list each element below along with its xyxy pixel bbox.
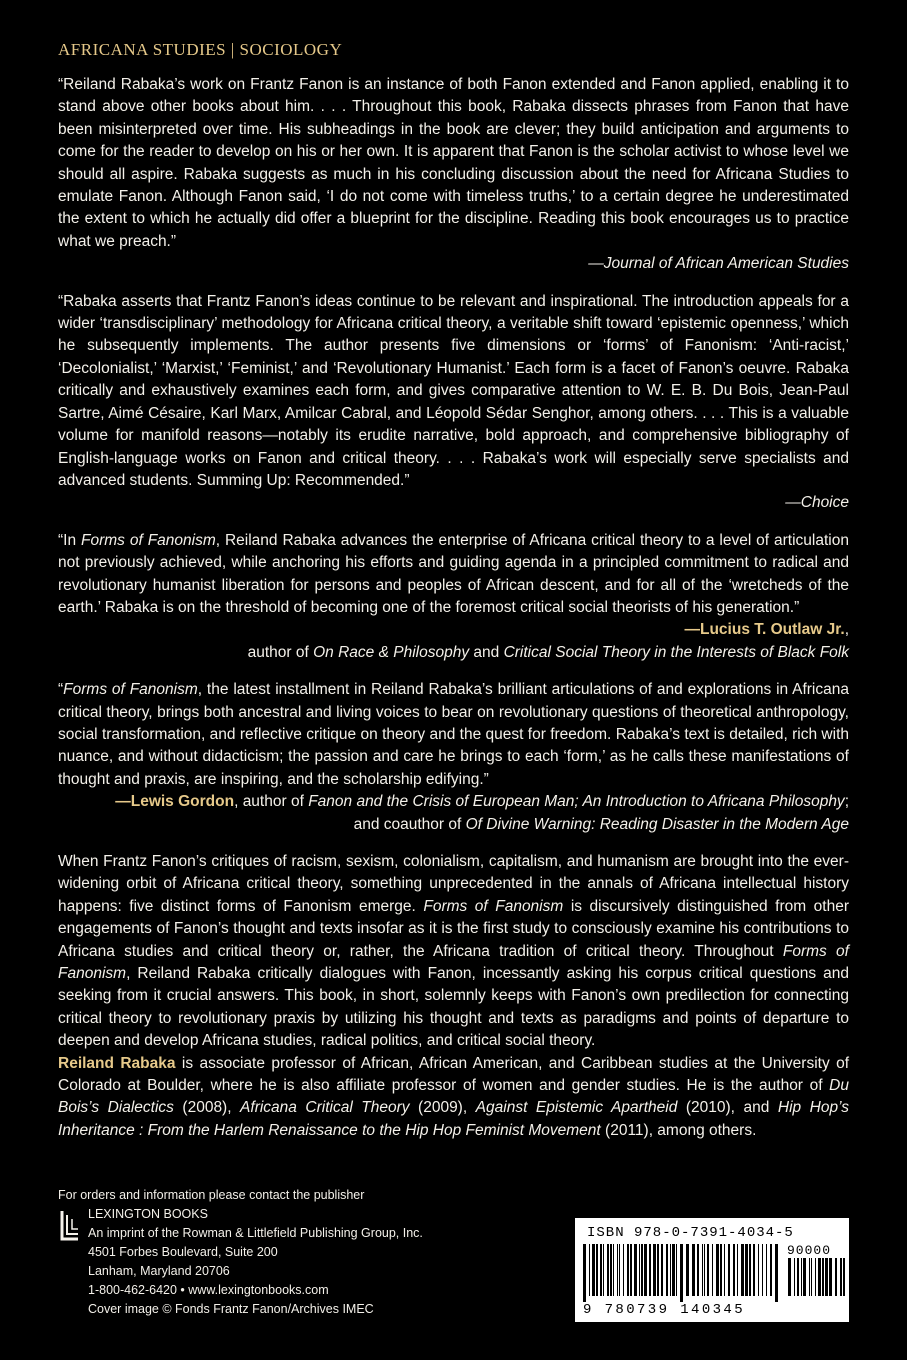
barcode-bar <box>766 1244 767 1296</box>
review-text: “Reiland Rabaka’s work on Frantz Fanon is an instance of both Fanon extended and Fanon applied, enabling it to stand above other books about him. . . . Throughout this book, Rabaka dissects phrases from Fanon that have been misinterpreted over time. His subheadings in the book are clever; they build anticipation and arguments to come for the reader to develop on his or her own. It is apparent that Fanon is the scholar activist to whose level we should all aspire. Rabaka suggests as much in his concluding discussion about the need for Africana Studies to emulate Fanon. Although Fanon said, ‘I do not come with timeless truths,’ to a certain degree he underestimated the extent to which he actually did offer a blueprint for the discipline. Reading this book encourages us to practice what we preach.” <box>58 76 849 250</box>
publisher-city: Lanham, Maryland 20706 <box>88 1264 230 1278</box>
barcode-bar <box>728 1244 730 1296</box>
barcode-bar <box>644 1244 647 1296</box>
barcode-bar <box>822 1258 824 1296</box>
barcode-bar <box>707 1244 709 1296</box>
review-author-coauthor: and coauthor of Of Divine Warning: Reading Disaster in the Modern Age <box>353 815 849 833</box>
ean-barcode-graphic <box>581 1244 781 1302</box>
addon-barcode-graphic <box>786 1258 848 1302</box>
barcode-bar <box>704 1244 705 1296</box>
barcode-bar <box>592 1244 595 1296</box>
publisher-contact: For orders and information please contact the publisher <box>58 1188 365 1202</box>
category-label: AFRICANA STUDIES | SOCIOLOGY <box>58 40 343 59</box>
barcode-bar <box>617 1244 618 1296</box>
barcode-bar <box>825 1258 828 1296</box>
isbn-barcode <box>575 1218 849 1322</box>
barcode-bar <box>733 1244 735 1296</box>
barcode-bar <box>811 1258 812 1296</box>
barcode-bar <box>788 1258 791 1296</box>
barcode-bar <box>762 1244 763 1296</box>
barcode-bar <box>686 1244 689 1296</box>
lexington-logo-icon <box>58 1209 80 1243</box>
review-text: “Forms of Fanonism, the latest installment in Reiland Rabaka’s brilliant articulations of and explorations in Africana critical theory, brings both ancestral and living voices to bear on revolutionary questions of theoretical anthropology, social transformation, and reflective critique on theory and the quest for freedom. Rabaka’s text is detailed, rich with nuance, and without didacticism; the passion and care he brings to each ‘form,’ as he calls these manifestations of thought and praxis, are inspiring, and the scholarship edifying.” <box>58 681 849 788</box>
barcode-bar <box>702 1244 703 1296</box>
barcode-bar <box>619 1244 620 1296</box>
barcode-bar <box>843 1258 845 1296</box>
barcode-bar <box>623 1244 624 1296</box>
review-source: —Journal of African American Studies <box>588 255 849 273</box>
barcode-bar <box>716 1244 719 1296</box>
author-bio: Reiland Rabaka is associate professor of African, African American, and Caribbean studies at the University of Colorado at Boulder, where he is also affiliate professor of women and gender studies. He is the author of Du Bois’s Dialectics (2008), Africana Critical Theory (2009), Against Epistemic Apartheid (2010), and Hip Hop’s Inheritance : From the Harlem Renaissance to the Hip Hop Feminist Movement (2011), among others. <box>58 1054 849 1139</box>
barcode-bar <box>741 1244 744 1296</box>
barcode-bar <box>583 1244 586 1302</box>
barcode-bar <box>712 1244 713 1296</box>
barcode-bar <box>666 1244 668 1296</box>
barcode-bar <box>649 1244 651 1296</box>
publisher-phone-web: 1-800-462-6420 • www.lexingtonbooks.com <box>88 1283 329 1297</box>
review-journal-african-american-studies <box>58 74 849 276</box>
barcode-bar <box>753 1244 755 1296</box>
book-description: When Frantz Fanon’s critiques of racism, sexism, colonialism, capitalism, and humanism are brought into the ever-widening orbit of Africana critical theory, something unprecedented in the annals of Africana intellectual history happens: five distinct forms of Fanonism emerge. Forms of Fanonism is discursively distinguished from other engagements of Fanon’s thought and texts insofar as it is the first study to consciously examine his contributions to Africana studies and critical theory or, rather, the Africana tradition of critical theory. Throughout Forms of Fanonism, Reiland Rabaka critically dialogues with Fanon, incessantly asking his corpus critical questions and seeking from it crucial answers. This book, in short, solemnly keeps with Fanon’s own predilection for connecting critical theory to revolutionary praxis by utilizing his thought and texts as paradigms and points of departure to deepen and develop Africana studies, radical politics, and critical social theory. <box>58 853 849 1050</box>
review-author-role: author of On Race & Philosophy and Critical Social Theory in the Interests of Black Folk <box>247 643 849 661</box>
barcode-bar <box>639 1244 640 1296</box>
barcode-bar <box>641 1244 643 1296</box>
barcode-bar <box>801 1258 802 1296</box>
barcode-bar <box>676 1244 677 1296</box>
review-gordon <box>58 679 849 836</box>
barcode-bar <box>697 1244 699 1296</box>
barcode-bar <box>589 1244 590 1296</box>
barcode-bar <box>613 1244 614 1296</box>
publisher-imprint: An imprint of the Rowman & Littlefield Publishing Group, Inc. <box>88 1226 423 1240</box>
publisher-info <box>58 1186 498 1319</box>
barcode-bar <box>829 1258 832 1296</box>
barcode-bar <box>600 1244 602 1296</box>
back-cover-text <box>58 74 849 1142</box>
isbn-number: ISBN 978-0-7391-4034-5 <box>587 1225 794 1241</box>
barcode-bar <box>680 1244 683 1302</box>
barcode-bar <box>818 1258 821 1296</box>
barcode-bar <box>653 1244 656 1296</box>
barcode-bar <box>745 1244 748 1296</box>
barcode-bar <box>724 1244 725 1296</box>
review-choice <box>58 291 849 515</box>
barcode-price-code: 90000 <box>787 1243 832 1258</box>
barcode-bar <box>749 1244 751 1296</box>
barcode-bar <box>630 1244 632 1296</box>
barcode-bar <box>603 1244 604 1296</box>
review-text: “Rabaka asserts that Frantz Fanon’s ideas continue to be relevant and inspirational. The introduction appeals for a wider ‘transdisciplinary’ methodology for Africana critical theory, a veritable shift toward ‘epistemic openness,’ which he subsequently implements. The author presents five dimensions or ‘forms’ of Fanonism: ‘Anti-racist,’ ‘Decolonialist,’ ‘Marxist,’ ‘Feminist,’ and ‘Revolutionary Humanist.’ Each form is a facet of Fanon’s oeuvre. Rabaka critically and exhaustively examines each form, and gives comparative attention to W. E. B. Du Bois, Jean-Paul Sartre, Aimé Césaire, Karl Marx, Amilcar Cabral, and Léopold Sédar Senghor, among others. . . . This is a valuable volume for manifold reasons—notably its erudite narrative, bold approach, and comprehensive bibliography of English-language works on Fanon and critical theory. . . . Rabaka’s work will especially serve specialists and advanced students. Summing Up: Recommended.” <box>58 292 849 489</box>
barcode-bar <box>737 1244 738 1296</box>
review-source: —Choice <box>785 494 849 512</box>
publisher-name: LEXINGTON BOOKS <box>88 1207 208 1221</box>
barcode-bar <box>815 1258 816 1296</box>
barcode-bar <box>670 1244 671 1296</box>
barcode-bar <box>770 1244 772 1296</box>
barcode-bar <box>610 1244 612 1296</box>
author-name: Reiland Rabaka <box>58 1054 176 1072</box>
review-outlaw <box>58 530 849 664</box>
barcode-bar <box>720 1244 722 1296</box>
publisher-address-block <box>58 1205 498 1319</box>
cover-image-credit: Cover image © Fonds Frantz Fanon/Archives IMEC <box>88 1302 374 1316</box>
barcode-bar <box>797 1258 799 1296</box>
barcode-bar <box>775 1244 778 1302</box>
review-author: —Lewis Gordon, author of Fanon and the Crisis of European Man; An Introduction to Africana Philosophy; <box>115 793 849 811</box>
barcode-bar <box>758 1244 759 1296</box>
publisher-street: 4501 Forbes Boulevard, Suite 200 <box>88 1245 278 1259</box>
review-text: “In Forms of Fanonism, Reiland Rabaka advances the enterprise of Africana critical theory to a level of articulation not previously achieved, while anchoring his efforts and guiding agenda in a principled commitment to radical and revolutionary humanist liberation for persons and peoples of African descent, and for all of the ‘wretcheds of the earth.’ Rabaka is on the threshold of becoming one of the foremost critical social theorists of his generation.” <box>58 531 849 616</box>
review-author: —Lucius T. Outlaw Jr., <box>684 621 849 639</box>
barcode-bar <box>809 1258 810 1296</box>
barcode-bar <box>803 1258 806 1296</box>
barcode-bar <box>596 1244 598 1296</box>
barcode-bar <box>634 1244 637 1296</box>
barcode-bar <box>835 1258 837 1296</box>
barcode-bar <box>657 1244 659 1296</box>
barcode-bar <box>794 1258 795 1296</box>
barcode-bar <box>672 1244 675 1296</box>
barcode-bar <box>661 1244 663 1296</box>
barcode-bar <box>627 1244 629 1296</box>
barcode-bar <box>607 1244 609 1296</box>
barcode-bar <box>840 1258 842 1296</box>
barcode-bar <box>692 1244 695 1296</box>
barcode-digits: 9 780739 140345 <box>583 1302 746 1318</box>
